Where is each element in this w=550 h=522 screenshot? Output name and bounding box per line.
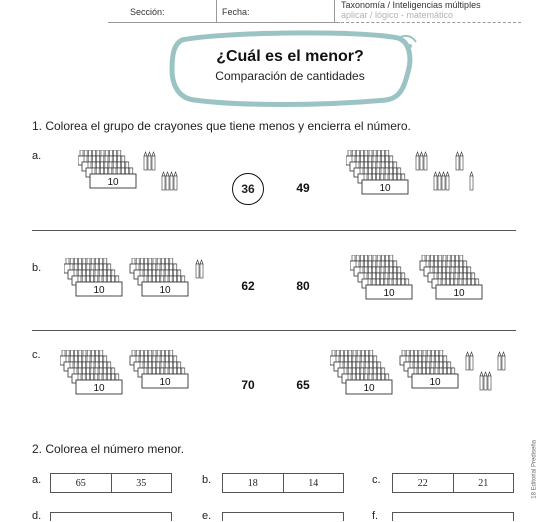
pack-label: 10 [429,377,441,388]
single-crayon [438,172,441,190]
single-crayon [420,152,423,170]
single-crayon [170,172,173,190]
pack-label: 10 [93,383,105,394]
single-crayon [480,372,483,390]
box-d-letter: d. [32,510,42,522]
box-a [50,473,172,493]
single-crayon [148,152,151,170]
page-title: ¿Cuál es el menor? [216,48,364,65]
row-a-right-group[interactable] [346,150,516,214]
row-separator-1 [32,230,516,231]
single-crayon [442,172,445,190]
row-b-right-group[interactable] [350,255,500,315]
row-c-right-number[interactable]: 65 [296,378,310,392]
single-crayon [162,172,165,190]
pack-label: 10 [363,383,375,394]
header-divider-1 [216,0,217,22]
single-crayon [470,172,473,190]
single-crayon [152,152,155,170]
single-crayon [446,172,449,190]
single-crayon [196,260,199,278]
box-f-letter: f. [372,510,379,522]
row-a-left-number[interactable] [232,173,264,205]
pack-label: 10 [159,377,171,388]
box-a-value-1[interactable]: 65 [75,477,86,489]
box-c-value-1[interactable]: 22 [417,477,428,489]
row-a-left-value: 36 [241,182,255,196]
single-crayon [174,172,177,190]
box-e-letter: e. [202,510,212,522]
single-crayon [488,372,491,390]
box-a-value-2[interactable]: 35 [111,474,172,492]
box-c-value-2[interactable]: 21 [453,474,514,492]
box-c [392,473,514,493]
box-a-letter: a. [32,474,42,486]
pack-label: 10 [93,285,105,296]
single-crayon [200,260,203,278]
single-crayon [502,352,505,370]
row-c-left-group[interactable] [60,350,220,410]
exercise-2-instruction: 2. Colorea el número menor. [32,442,185,456]
single-crayon [456,152,459,170]
row-c-left-number[interactable]: 70 [241,378,255,392]
box-d-partial [50,512,172,521]
box-b-value-1[interactable]: 18 [247,477,258,489]
box-e-partial [222,512,344,521]
single-crayon [466,352,469,370]
row-b-letter: b. [32,262,42,274]
box-f-partial [392,512,514,521]
pack-label: 10 [453,288,465,299]
single-crayon [424,152,427,170]
row-b-right-number[interactable]: 80 [296,279,310,293]
header-dashed-line [341,22,521,23]
row-c-letter: c. [32,349,41,361]
side-credit: 18 Editorial Prediseña [532,440,538,499]
pack-label: 10 [383,288,395,299]
taxonomy-label: Taxonomía / Inteligencias múltiples [341,0,481,10]
single-crayon [460,152,463,170]
title-banner [160,28,420,108]
single-crayon [166,172,169,190]
single-crayon [434,172,437,190]
exercise-1-instruction: 1. Colorea el grupo de crayones que tiene menos y encierra el número. [32,119,411,133]
box-c-letter: c. [372,474,381,486]
single-crayon [498,352,501,370]
taxonomy-values: aplicar / lógico - matemático [341,10,454,20]
row-b-left-group[interactable] [64,258,224,308]
section-label: Sección: [130,7,165,17]
box-b-value-2[interactable]: 14 [283,474,344,492]
row-a-right-number[interactable]: 49 [296,181,310,195]
row-a-letter: a. [32,150,42,162]
date-label: Fecha: [222,7,250,17]
header-underline [108,22,340,23]
row-c-right-group[interactable] [330,350,510,414]
pack-label: 10 [159,285,171,296]
single-crayon [416,152,419,170]
pack-label: 10 [107,177,119,188]
header-divider-2 [334,0,335,22]
row-b-left-number[interactable]: 62 [241,279,255,293]
single-crayon [484,372,487,390]
pack-label: 10 [379,183,391,194]
row-a-left-group[interactable] [78,150,198,210]
box-b-letter: b. [202,474,212,486]
box-b [222,473,344,493]
single-crayon [144,152,147,170]
single-crayon [470,352,473,370]
page-subtitle: Comparación de cantidades [215,69,365,83]
row-separator-2 [32,330,516,331]
